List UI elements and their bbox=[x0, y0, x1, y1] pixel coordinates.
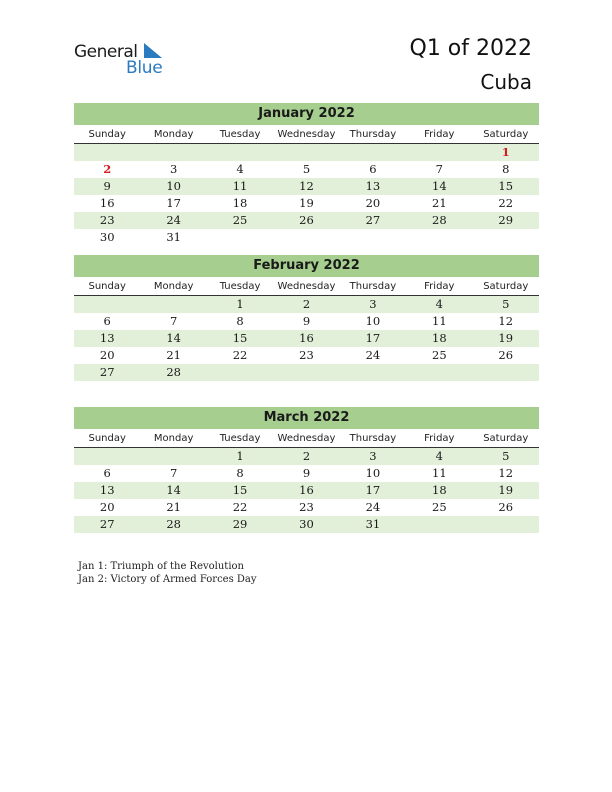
day-cell: 24 bbox=[365, 348, 381, 362]
day-cell: 6 bbox=[369, 162, 377, 176]
day-cell: 5 bbox=[502, 449, 510, 463]
day-cell bbox=[74, 144, 140, 161]
day-cell: 3 bbox=[369, 297, 377, 311]
day-cell: 1 bbox=[236, 449, 244, 463]
weekday-label: Monday bbox=[153, 281, 194, 292]
day-cell: 8 bbox=[236, 314, 244, 328]
day-cell: 2 bbox=[103, 162, 112, 176]
week-row bbox=[74, 178, 539, 195]
day-cell: 27 bbox=[365, 213, 381, 227]
day-cell: 29 bbox=[498, 213, 514, 227]
logo-triangle-icon bbox=[142, 43, 162, 59]
day-cell: 8 bbox=[236, 466, 244, 480]
day-cell bbox=[140, 144, 206, 161]
weekday-label: Sunday bbox=[88, 129, 126, 140]
day-cell: 2 bbox=[302, 297, 311, 311]
day-cell bbox=[74, 448, 140, 465]
day-cell bbox=[406, 516, 472, 533]
week-row bbox=[74, 516, 539, 533]
week-row bbox=[74, 448, 539, 465]
weekday-label: Saturday bbox=[483, 281, 529, 292]
weekday-label: Monday bbox=[153, 129, 194, 140]
week-row bbox=[74, 296, 539, 313]
day-cell: 30 bbox=[299, 517, 314, 531]
day-cell: 4 bbox=[435, 297, 443, 311]
weekday-label: Thursday bbox=[349, 129, 397, 140]
day-cell: 14 bbox=[166, 331, 181, 345]
day-cell bbox=[340, 229, 406, 246]
day-cell: 13 bbox=[365, 179, 381, 193]
day-cell bbox=[473, 229, 539, 246]
day-cell: 19 bbox=[498, 331, 514, 345]
weekday-label: Sunday bbox=[88, 433, 126, 444]
day-cell: 14 bbox=[166, 483, 181, 497]
weekday-label: Tuesday bbox=[219, 281, 261, 292]
week-row bbox=[74, 212, 539, 229]
brand-logo bbox=[74, 42, 174, 82]
day-cell: 13 bbox=[99, 331, 115, 345]
day-cell bbox=[406, 144, 472, 161]
day-cell: 28 bbox=[166, 365, 181, 379]
day-cell: 21 bbox=[166, 348, 181, 362]
day-cell: 22 bbox=[232, 500, 248, 514]
week-row bbox=[74, 482, 539, 499]
day-cell bbox=[340, 364, 406, 381]
day-cell: 12 bbox=[299, 179, 314, 193]
day-cell bbox=[406, 229, 472, 246]
day-cell bbox=[207, 229, 273, 246]
day-cell: 25 bbox=[432, 500, 447, 514]
day-cell: 17 bbox=[365, 483, 381, 497]
logo-word-general: General bbox=[74, 42, 138, 62]
weekday-label: Friday bbox=[424, 129, 455, 140]
day-cell: 19 bbox=[299, 196, 314, 210]
month-calendar-march bbox=[74, 407, 539, 533]
weekday-label: Saturday bbox=[483, 129, 529, 140]
holiday-notes bbox=[78, 560, 257, 586]
weekday-label: Friday bbox=[424, 281, 455, 292]
day-cell: 1 bbox=[236, 297, 244, 311]
day-cell: 3 bbox=[169, 162, 178, 176]
day-cell: 6 bbox=[103, 466, 111, 480]
week-row bbox=[74, 499, 539, 516]
day-cell: 14 bbox=[432, 179, 447, 193]
day-cell: 3 bbox=[369, 449, 377, 463]
weekday-label: Tuesday bbox=[219, 433, 261, 444]
month-title: January 2022 bbox=[74, 103, 539, 125]
holiday-note: Jan 1: Triumph of the Revolution bbox=[78, 561, 244, 572]
day-cell: 24 bbox=[365, 500, 381, 514]
day-cell: 18 bbox=[432, 331, 447, 345]
day-cell: 19 bbox=[498, 483, 514, 497]
day-cell: 15 bbox=[498, 179, 514, 193]
month-title: March 2022 bbox=[74, 407, 539, 429]
day-cell bbox=[273, 229, 339, 246]
day-cell: 31 bbox=[166, 230, 181, 244]
day-cell: 16 bbox=[99, 196, 115, 210]
day-cell: 27 bbox=[99, 365, 115, 379]
day-cell bbox=[207, 364, 273, 381]
day-cell: 18 bbox=[432, 483, 447, 497]
day-cell: 11 bbox=[432, 314, 447, 328]
day-cell: 26 bbox=[498, 348, 514, 362]
day-cell bbox=[140, 448, 206, 465]
week-row bbox=[74, 195, 539, 212]
day-cell bbox=[140, 296, 206, 313]
day-cell: 20 bbox=[99, 348, 115, 362]
day-cell: 17 bbox=[365, 331, 381, 345]
day-cell: 9 bbox=[302, 314, 311, 328]
weekday-label: Friday bbox=[424, 433, 455, 444]
week-row bbox=[74, 144, 539, 161]
day-cell: 26 bbox=[299, 213, 314, 227]
week-row bbox=[74, 330, 539, 347]
day-cell: 16 bbox=[299, 331, 314, 345]
page-title: Q1 of 2022 bbox=[409, 36, 532, 61]
day-cell: 23 bbox=[299, 500, 314, 514]
day-cell bbox=[74, 296, 140, 313]
day-cell: 11 bbox=[232, 179, 248, 193]
day-cell: 20 bbox=[99, 500, 115, 514]
country-name: Cuba bbox=[480, 70, 532, 94]
day-cell bbox=[273, 144, 339, 161]
day-cell: 2 bbox=[302, 449, 311, 463]
day-cell: 22 bbox=[498, 196, 514, 210]
day-cell: 5 bbox=[502, 297, 510, 311]
day-cell: 28 bbox=[166, 517, 181, 531]
logo-word-blue: Blue bbox=[126, 58, 163, 78]
weekday-header-row bbox=[74, 278, 539, 296]
day-cell: 6 bbox=[103, 314, 111, 328]
day-cell: 15 bbox=[232, 331, 248, 345]
weekday-label: Wednesday bbox=[277, 433, 336, 444]
day-cell bbox=[340, 144, 406, 161]
weekday-label: Thursday bbox=[349, 281, 397, 292]
day-cell: 26 bbox=[498, 500, 514, 514]
weekday-label: Wednesday bbox=[277, 281, 336, 292]
weekday-header-row bbox=[74, 430, 539, 448]
day-cell: 28 bbox=[432, 213, 447, 227]
day-cell: 9 bbox=[302, 466, 311, 480]
day-cell: 10 bbox=[365, 466, 381, 480]
day-cell: 10 bbox=[365, 314, 381, 328]
weekday-label: Monday bbox=[153, 433, 194, 444]
day-cell: 31 bbox=[365, 517, 381, 531]
day-cell: 7 bbox=[169, 466, 178, 480]
weekday-label: Saturday bbox=[483, 433, 529, 444]
day-cell bbox=[207, 144, 273, 161]
day-cell: 13 bbox=[99, 483, 115, 497]
day-cell: 21 bbox=[166, 500, 181, 514]
day-cell bbox=[406, 364, 472, 381]
day-cell: 16 bbox=[299, 483, 314, 497]
day-cell: 23 bbox=[299, 348, 314, 362]
month-calendar-february bbox=[74, 255, 539, 381]
weekday-label: Sunday bbox=[88, 281, 126, 292]
day-cell: 8 bbox=[502, 162, 510, 176]
day-cell: 17 bbox=[166, 196, 181, 210]
day-cell: 5 bbox=[302, 162, 311, 176]
day-cell: 27 bbox=[99, 517, 115, 531]
day-cell bbox=[273, 364, 339, 381]
week-row bbox=[74, 364, 539, 381]
day-cell: 11 bbox=[432, 466, 447, 480]
week-row bbox=[74, 161, 539, 178]
day-cell: 25 bbox=[432, 348, 447, 362]
weekday-label: Tuesday bbox=[219, 129, 261, 140]
day-cell: 7 bbox=[169, 314, 178, 328]
day-cell: 30 bbox=[99, 230, 115, 244]
day-cell: 15 bbox=[232, 483, 248, 497]
day-cell bbox=[473, 364, 539, 381]
weekday-label: Thursday bbox=[349, 433, 397, 444]
day-cell: 12 bbox=[498, 314, 514, 328]
day-cell: 12 bbox=[498, 466, 514, 480]
holiday-note: Jan 2: Victory of Armed Forces Day bbox=[78, 574, 257, 585]
day-cell: 4 bbox=[236, 162, 244, 176]
day-cell: 1 bbox=[501, 145, 510, 159]
month-title: February 2022 bbox=[74, 255, 539, 277]
week-row bbox=[74, 229, 539, 246]
day-cell: 4 bbox=[435, 449, 443, 463]
day-cell: 10 bbox=[166, 179, 181, 193]
day-cell: 20 bbox=[365, 196, 381, 210]
week-row bbox=[74, 347, 539, 364]
day-cell: 22 bbox=[232, 348, 248, 362]
day-cell bbox=[473, 516, 539, 533]
day-cell: 23 bbox=[99, 213, 115, 227]
week-row bbox=[74, 313, 539, 330]
day-cell: 29 bbox=[232, 517, 248, 531]
month-calendar-january bbox=[74, 103, 539, 246]
weekday-label: Wednesday bbox=[277, 129, 336, 140]
day-cell: 7 bbox=[435, 162, 443, 176]
week-row bbox=[74, 465, 539, 482]
weekday-header-row bbox=[74, 126, 539, 144]
day-cell: 24 bbox=[166, 213, 181, 227]
day-cell: 21 bbox=[432, 196, 447, 210]
day-cell: 18 bbox=[232, 196, 248, 210]
day-cell: 9 bbox=[103, 179, 111, 193]
day-cell: 25 bbox=[232, 213, 248, 227]
